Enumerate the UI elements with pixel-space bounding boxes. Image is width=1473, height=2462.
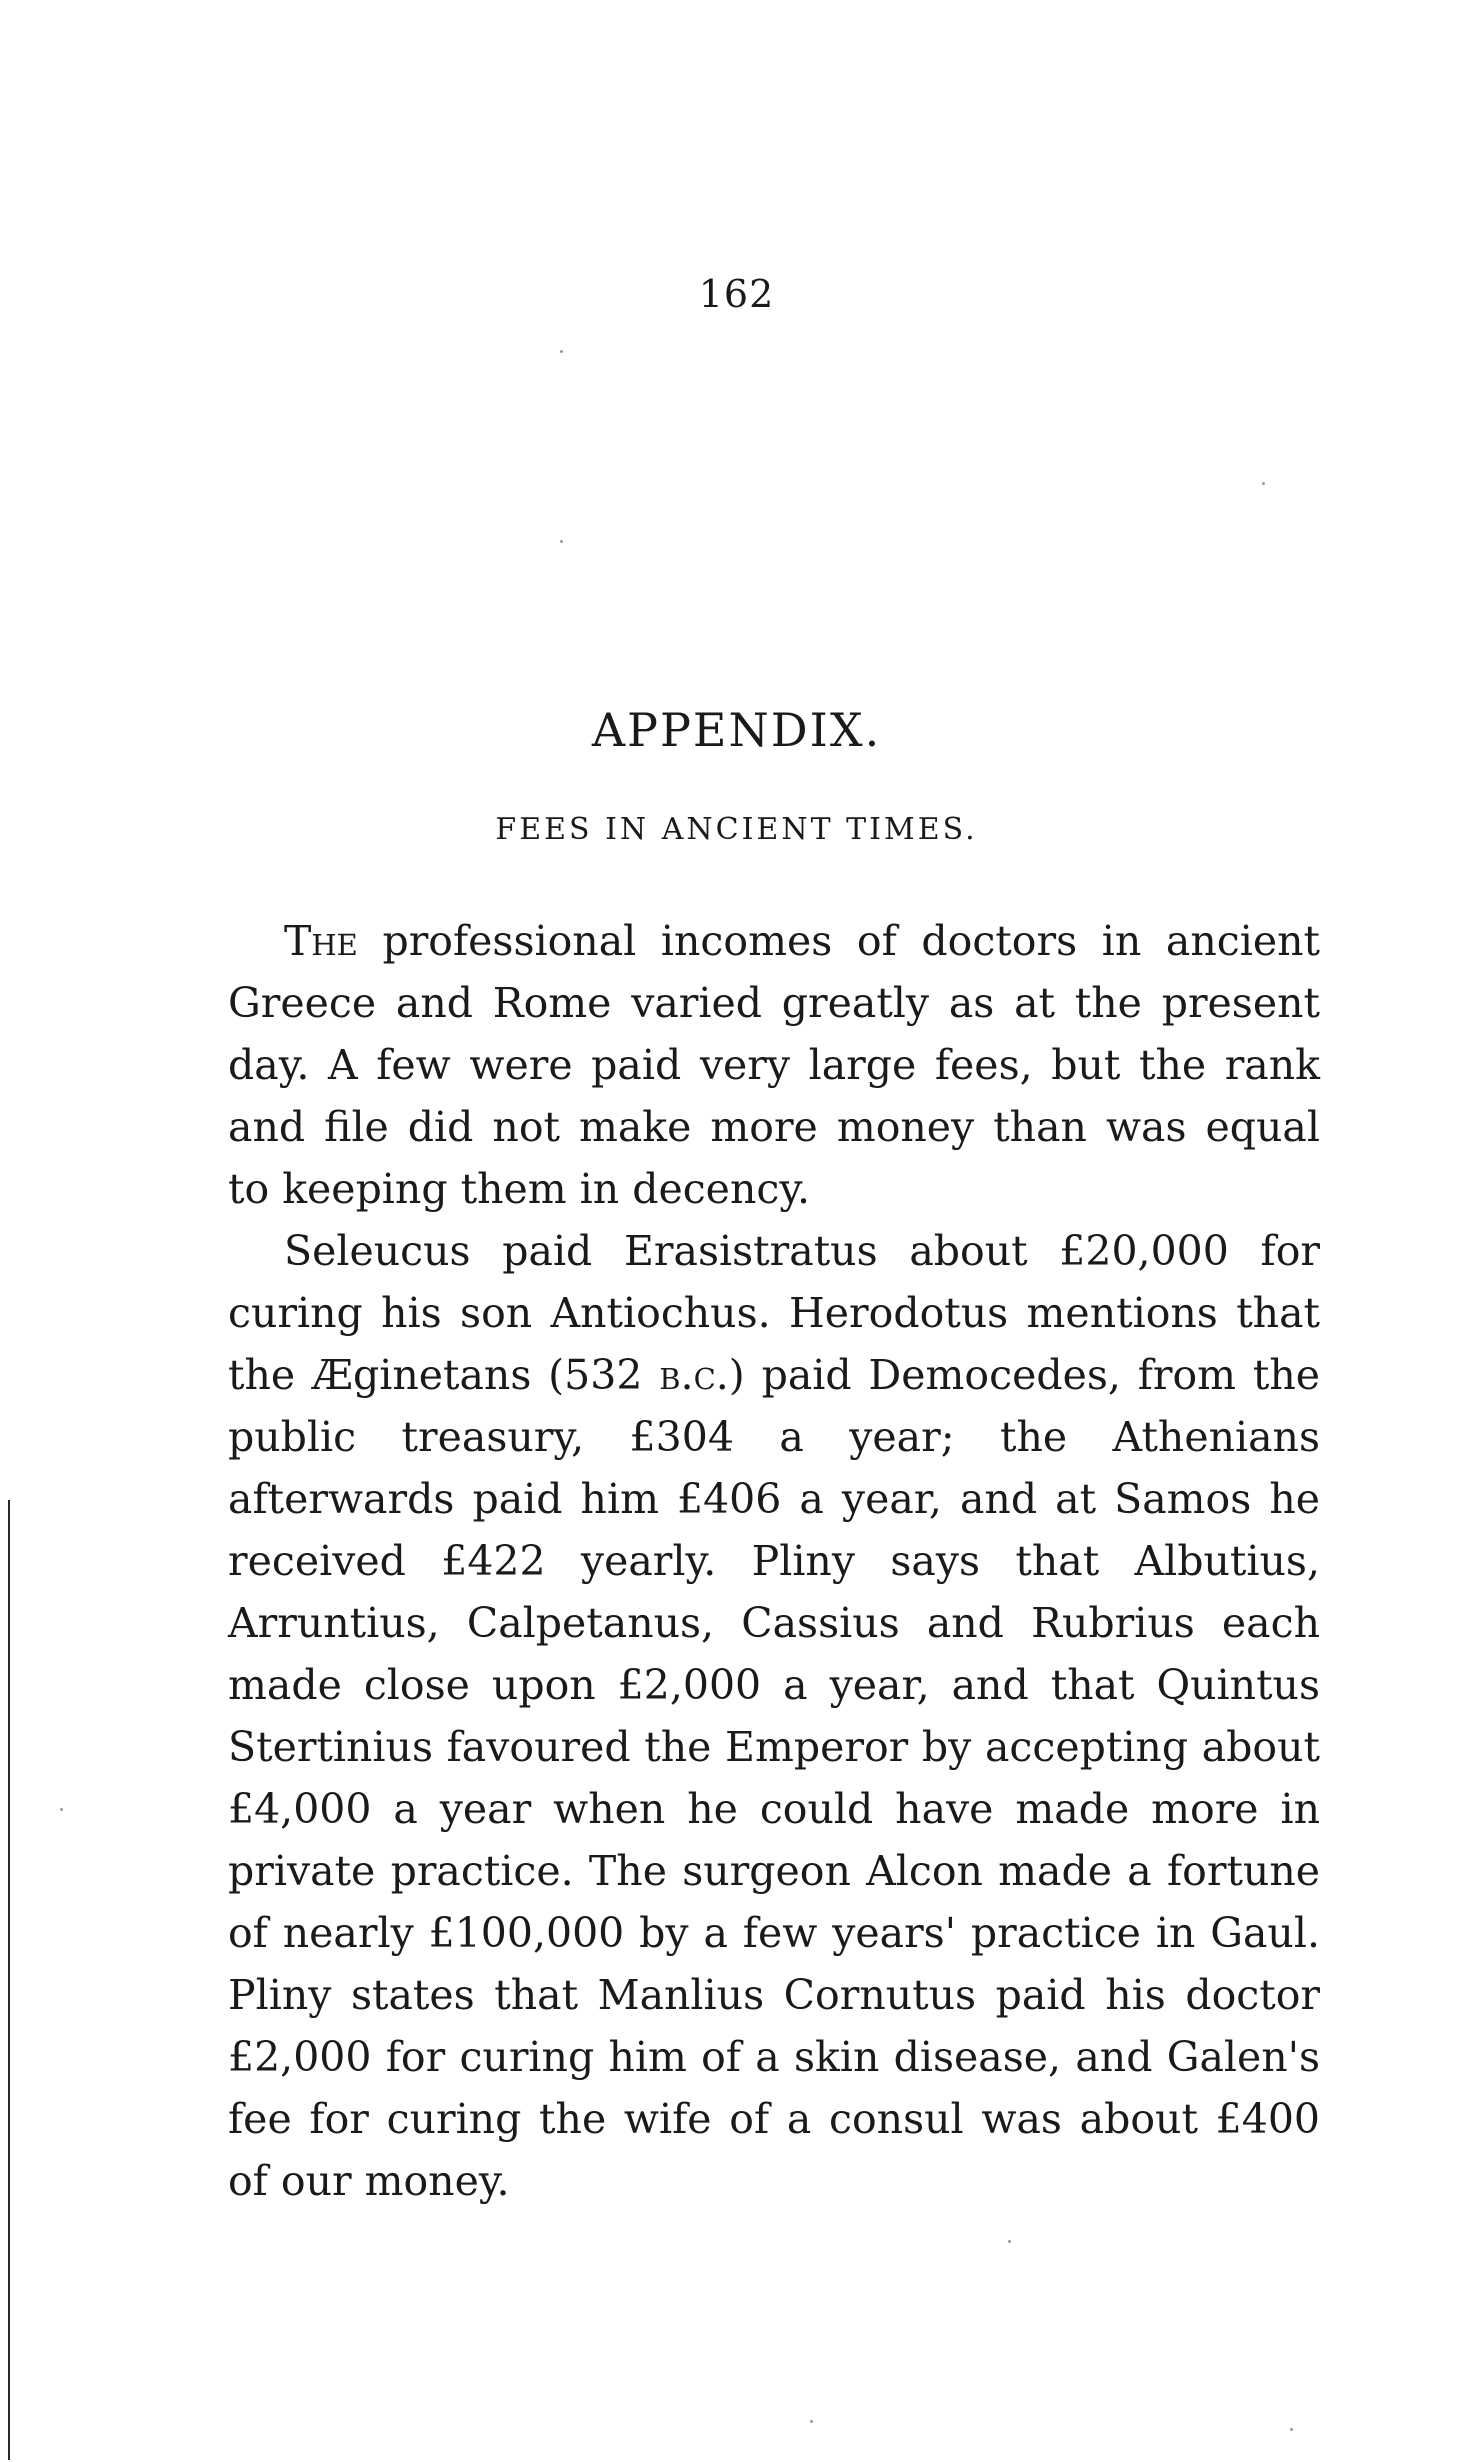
scan-edge-line [8,1500,10,2460]
section-subtitle: FEES IN ANCIENT TIMES. [495,812,978,847]
scan-speck [810,2420,813,2423]
paragraph-1-lead-word: The [284,917,358,965]
paragraph-2 [228,1220,1320,2212]
scan-speck [560,350,563,353]
scan-speck [60,1808,63,1811]
paragraph-1-text: professional incomes of doctors in ancient Greece and Rome varied greatly as at the present day. A few were paid very large fees, but the rank and file did not make more money than was equal to keeping them in decency. [228,917,1320,1213]
scan-speck [1290,2428,1293,2431]
paragraph-1 [228,910,1320,1220]
era-abbreviation: b.c. [659,1351,729,1399]
body-text [228,910,1320,2212]
scan-speck [560,540,563,543]
paragraph-2-text-end: ) paid Democedes, from the public treasury, £304 a year; the Athenians afterwards paid him £406 a year, and at Samos he received £422 yearly. Pliny says that Albutius, Arruntius, Calpetanus, Cassius and Rubrius each made close upon £2,000 a year, and that Quintus Stertinius favoured the Emperor by accepting about £4,000 a year when he could have made more in private practice. The surgeon Alcon made a fortune of nearly £100,000 by a few years' practice in Gaul. Pliny states that Manlius Cornutus paid his doctor £2,000 for curing him of a skin disease, and Galen's fee for curing the wife of a consul was about £400 of our money. [228,1351,1320,2205]
scan-speck [1008,2240,1011,2243]
page-number: 162 [698,272,775,316]
page-title: APPENDIX. [591,703,882,757]
scan-speck [1262,482,1265,485]
paragraph-2-text-start: Seleucus paid Erasistratus about £20,000 for curing his son Antiochus. Herodotus mentions that the Æginetans (532 [228,1227,1320,1399]
